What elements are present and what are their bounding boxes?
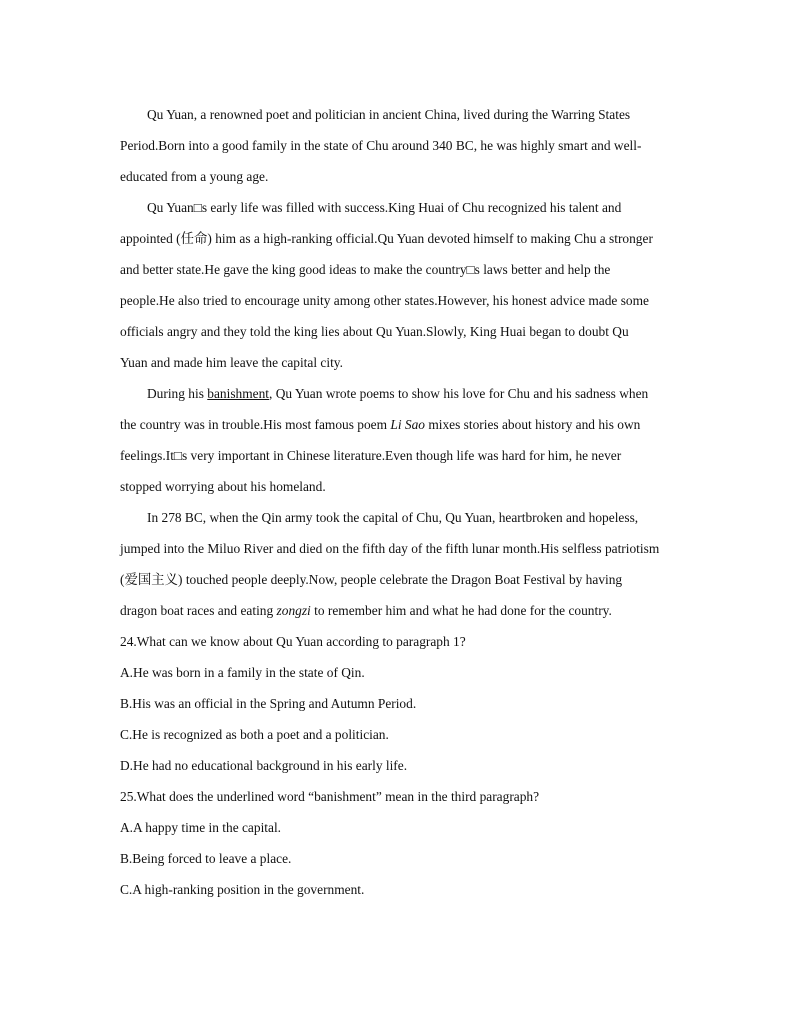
- p2-line-1: Qu Yuan□s early life was filled with success.King Huai of Chu recognized his talent and: [147, 200, 622, 215]
- p3-line-4: stopped worrying about his homeland.: [120, 479, 326, 494]
- p1-line-1: Qu Yuan, a renowned poet and politician in ancient China, lived during the Warring States: [147, 107, 631, 122]
- p3-line-3: feelings.It□s very important in Chinese literature.Even though life was hard for him, he never: [120, 448, 622, 463]
- p4-line-4-pre: dragon boat races and eating: [120, 603, 277, 618]
- p3-line-1: [147, 386, 665, 402]
- p3-line-2-pre: the country was in trouble.His most famous poem: [120, 417, 391, 432]
- question-25-option-c: C.A high-ranking position in the government.: [120, 882, 365, 897]
- p3-line-1-pre: During his: [147, 386, 208, 401]
- question-25-option-a: A.A happy time in the capital.: [120, 820, 282, 835]
- question-24-option-a: A.He was born in a family in the state of Qin.: [120, 665, 365, 680]
- p4-line-4: [120, 603, 665, 619]
- p2-line-5: officials angry and they told the king lies about Qu Yuan.Slowly, King Huai began to doubt Qu: [120, 324, 629, 339]
- p3-line-2: [120, 417, 665, 433]
- p2-line-4: people.He also tried to encourage unity among other states.However, his honest advice made some: [120, 293, 649, 308]
- question-24-option-d: D.He had no educational background in his early life.: [120, 758, 408, 773]
- p4-line-2: jumped into the Miluo River and died on the fifth day of the fifth lunar month.His selfless patriotism: [120, 541, 660, 556]
- p3-line-2-post: mixes stories about history and his own: [425, 417, 641, 432]
- p2-line-6: Yuan and made him leave the capital city.: [120, 355, 343, 370]
- question-24-option-c: C.He is recognized as both a poet and a politician.: [120, 727, 389, 742]
- p2-line-3: and better state.He gave the king good ideas to make the country□s laws better and help the: [120, 262, 611, 277]
- poem-title-li-sao: Li Sao: [390, 417, 425, 432]
- word-zongzi: zongzi: [276, 603, 311, 618]
- p2-line-2: appointed (任命) him as a high-ranking official.Qu Yuan devoted himself to making Chu a stronger: [120, 231, 653, 246]
- question-25-stem: 25.What does the underlined word “banishment” mean in the third paragraph?: [120, 789, 540, 804]
- p1-line-2: Period.Born into a good family in the state of Chu around 340 BC, he was highly smart and well-: [120, 138, 642, 153]
- question-24-stem: 24.What can we know about Qu Yuan according to paragraph 1?: [120, 634, 466, 649]
- p4-line-1: In 278 BC, when the Qin army took the capital of Chu, Qu Yuan, heartbroken and hopeless,: [147, 510, 639, 525]
- p4-line-4-post: to remember him and what he had done for the country.: [310, 603, 612, 618]
- question-24-option-b: B.His was an official in the Spring and Autumn Period.: [120, 696, 417, 711]
- p1-line-3: educated from a young age.: [120, 169, 269, 184]
- underlined-word-banishment: banishment: [207, 386, 270, 401]
- question-25-option-b: B.Being forced to leave a place.: [120, 851, 292, 866]
- p4-line-3: (爱国主义) touched people deeply.Now, people celebrate the Dragon Boat Festival by having: [120, 572, 623, 587]
- p3-line-1-post: , Qu Yuan wrote poems to show his love for Chu and his sadness when: [269, 386, 649, 401]
